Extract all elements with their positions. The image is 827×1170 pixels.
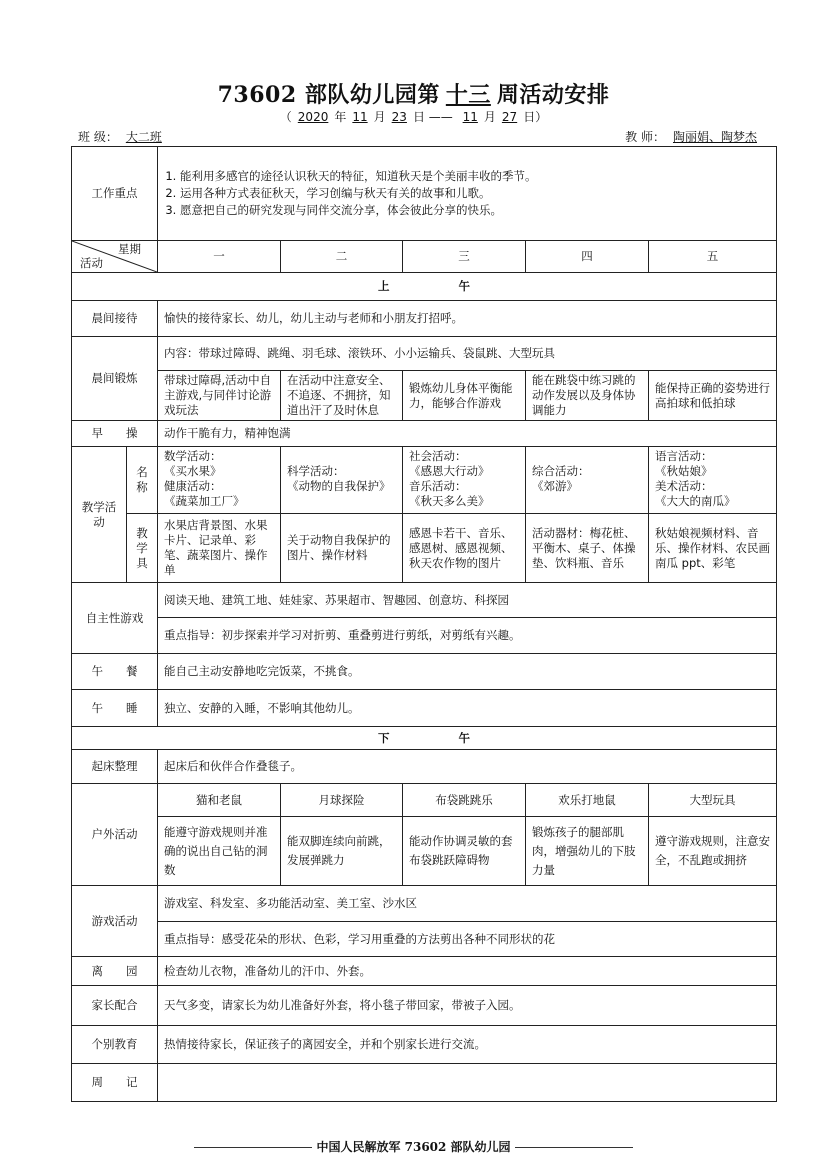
outdoor-goal-cell: 能双脚连续向前跳，发展弹跳力 <box>281 817 403 886</box>
outdoor-goal-cell: 遵守游戏规则，注意安全，不乱跑或拥挤 <box>649 817 777 886</box>
work-focus-row <box>72 147 777 241</box>
outdoor-label: 户外活动 <box>72 784 158 886</box>
weekday-header: 三 <box>403 241 526 273</box>
nap-row <box>72 690 777 727</box>
gym-label: 早 操 <box>72 421 158 447</box>
teaching-name-cell: 社会活动： 《感恩大行动》 音乐活动： 《秋天多么美》 <box>403 447 526 514</box>
date-open-paren: （ <box>279 110 292 124</box>
teaching-tools-cell: 水果店背景图、水果卡片、记录单、彩笔、蔬菜图片、操作单 <box>158 514 281 583</box>
reception-label: 晨间接待 <box>72 301 158 337</box>
exercise-day-cell: 在活动中注意安全、不追逐、不拥挤，知道出汗了及时休息 <box>281 371 403 421</box>
lunch-label: 午 餐 <box>72 654 158 690</box>
exercise-content-cell: 内容：带球过障碍、跳绳、羽毛球、滚铁环、小小运输兵、袋鼠跳、大型玩具 <box>158 337 777 371</box>
gym-row <box>72 421 777 447</box>
weekday-header: 四 <box>526 241 649 273</box>
date-dash: —— <box>428 110 453 124</box>
title-suffix: 周活动安排 <box>496 82 610 108</box>
game-focus-row <box>72 922 777 957</box>
teaching-name-cell: 科学活动： 《动物的自我保护》 <box>281 447 403 514</box>
class-label: 班 级： <box>78 130 118 144</box>
teaching-name-cell: 综合活动： 《郊游》 <box>526 447 649 514</box>
morning-section-label: 上 午 <box>72 273 777 301</box>
individual-label: 个别教育 <box>72 1026 158 1064</box>
weekly-note-cell <box>158 1064 777 1102</box>
free-play-areas-cell: 阅读天地、建筑工地、娃娃家、苏果超市、智趣园、创意坊、科探园 <box>158 583 777 618</box>
weekly-note-row <box>72 1064 777 1102</box>
free-play-label: 自主性游戏 <box>72 583 158 654</box>
teaching-tools-row <box>72 514 777 583</box>
wakeup-cell: 起床后和伙伴合作叠毯子。 <box>158 750 777 784</box>
work-focus-item: 3. 愿意把自己的研究发现与同伴交流分享，体会彼此分享的快乐。 <box>180 203 770 218</box>
date-start-month: 11 <box>352 110 368 124</box>
nap-label: 午 睡 <box>72 690 158 727</box>
date-year: 2020 <box>297 110 329 124</box>
exercise-day-cell: 锻炼幼儿身体平衡能力，能够合作游戏 <box>403 371 526 421</box>
individual-cell: 热情接待家长，保证孩子的离园安全，并和个别家长进行交流。 <box>158 1026 777 1064</box>
outdoor-names-row <box>72 784 777 817</box>
teaching-tools-cell: 秋姑娘视频材料、音乐、操作材料、农民画南瓜 ppt、彩笔 <box>649 514 777 583</box>
outdoor-game-name: 大型玩具 <box>649 784 777 817</box>
exercise-days-row <box>72 371 777 421</box>
work-focus-list <box>164 169 770 218</box>
exercise-day-cell: 能保持正确的姿势进行高拍球和低拍球 <box>649 371 777 421</box>
footer-rule-left <box>194 1147 312 1148</box>
work-focus-label: 工作重点 <box>72 147 158 241</box>
diagonal-activity-label: 活动 <box>80 256 103 270</box>
outdoor-goals-row <box>72 817 777 886</box>
weekday-header: 五 <box>649 241 777 273</box>
game-rooms-row <box>72 886 777 922</box>
weekday-header: 一 <box>158 241 281 273</box>
page-title <box>0 78 827 109</box>
game-rooms-cell: 游戏室、科发室、多功能活动室、美工室、沙水区 <box>158 886 777 922</box>
reception-cell: 愉快的接待家长、幼儿，幼儿主动与老师和小朋友打招呼。 <box>158 301 777 337</box>
wakeup-label: 起床整理 <box>72 750 158 784</box>
nap-cell: 独立、安静的入睡，不影响其他幼儿。 <box>158 690 777 727</box>
outdoor-game-name: 布袋跳跳乐 <box>403 784 526 817</box>
exercise-label: 晨间锻炼 <box>72 337 158 421</box>
work-focus-cell <box>158 147 777 241</box>
morning-section-row <box>72 273 777 301</box>
diagonal-header-cell <box>72 241 158 273</box>
afternoon-section-label: 下 午 <box>72 727 777 750</box>
outdoor-goal-cell: 能遵守游戏规则并准确的说出自己钻的洞数 <box>158 817 281 886</box>
teacher-value: 陶丽娟、陶梦杰 <box>672 130 757 144</box>
lunch-row <box>72 654 777 690</box>
weekday-header: 二 <box>281 241 403 273</box>
date-month-unit: 月 <box>483 110 496 124</box>
parents-row <box>72 986 777 1026</box>
footer-text: 中国人民解放军 73602 部队幼儿园 <box>316 1140 511 1154</box>
lunch-cell: 能自己主动安静地吃完饭菜，不挑食。 <box>158 654 777 690</box>
teaching-names-row <box>72 447 777 514</box>
teaching-name-label: 名称 <box>127 447 158 514</box>
free-play-focus-cell: 重点指导：初步探索并学习对折剪、重叠剪进行剪纸，对剪纸有兴趣。 <box>158 618 777 654</box>
outdoor-game-name: 月球探险 <box>281 784 403 817</box>
schedule-table <box>71 146 777 1102</box>
date-month-unit: 月 <box>373 110 386 124</box>
exercise-content-row <box>72 337 777 371</box>
teacher-info <box>625 128 769 145</box>
leave-row <box>72 957 777 986</box>
outdoor-game-name: 欢乐打地鼠 <box>526 784 649 817</box>
date-range <box>0 108 827 125</box>
exercise-day-cell: 能在跳袋中练习跳的动作发展以及身体协调能力 <box>526 371 649 421</box>
outdoor-goal-cell: 能动作协调灵敏的套布袋跳跃障碍物 <box>403 817 526 886</box>
work-focus-item: 1. 能利用多感官的途径认识秋天的特征，知道秋天是个美丽丰收的季节。 <box>180 169 770 184</box>
free-play-focus-row <box>72 618 777 654</box>
title-prefix: 73602 部队幼儿园第 <box>217 82 440 108</box>
outdoor-game-name: 猫和老鼠 <box>158 784 281 817</box>
reception-row <box>72 301 777 337</box>
parents-label: 家长配合 <box>72 986 158 1026</box>
date-end-month: 11 <box>462 110 478 124</box>
teaching-tools-cell: 关于动物自我保护的图片、操作材料 <box>281 514 403 583</box>
page-footer <box>0 1138 827 1155</box>
weekly-note-label: 周 记 <box>72 1064 158 1102</box>
teaching-label: 教学活动 <box>72 447 127 583</box>
teaching-name-cell: 数学活动： 《买水果》 健康活动： 《蔬菜加工厂》 <box>158 447 281 514</box>
gym-cell: 动作干脆有力，精神饱满 <box>158 421 777 447</box>
leave-label: 离 园 <box>72 957 158 986</box>
date-day-unit: 日 <box>412 110 425 124</box>
parents-cell: 天气多变，请家长为幼儿准备好外套，将小毯子带回家，带被子入园。 <box>158 986 777 1026</box>
game-focus-cell: 重点指导：感受花朵的形状、色彩，学习用重叠的方法剪出各种不同形状的花 <box>158 922 777 957</box>
weekday-header-row <box>72 241 777 273</box>
teaching-tools-label: 教学具 <box>127 514 158 583</box>
footer-rule-right <box>515 1147 633 1148</box>
date-day-unit-close: 日） <box>523 110 548 124</box>
work-focus-item: 2. 运用各种方式表征秋天，学习创编与秋天有关的故事和儿歌。 <box>180 186 770 201</box>
teacher-label: 教 师： <box>625 130 665 144</box>
class-info <box>78 128 174 145</box>
date-start-day: 23 <box>391 110 407 124</box>
teaching-tools-cell: 感恩卡若干、音乐、感恩树、感恩视频、秋天农作物的图片 <box>403 514 526 583</box>
date-year-unit: 年 <box>334 110 347 124</box>
wakeup-row <box>72 750 777 784</box>
afternoon-section-row <box>72 727 777 750</box>
exercise-day-cell: 带球过障碍,活动中自主游戏,与同伴讨论游戏玩法 <box>158 371 281 421</box>
leave-cell: 检查幼儿衣物，准备幼儿的汗巾、外套。 <box>158 957 777 986</box>
individual-row <box>72 1026 777 1064</box>
diagonal-weekday-label: 星期 <box>118 242 141 256</box>
title-week-number: 十三 <box>445 82 491 108</box>
date-end-day: 27 <box>501 110 518 124</box>
teaching-tools-cell: 活动器材：梅花桩、平衡木、桌子、体操垫、饮料瓶、音乐 <box>526 514 649 583</box>
game-label: 游戏活动 <box>72 886 158 957</box>
teaching-name-cell: 语言活动： 《秋姑娘》 美术活动： 《大大的南瓜》 <box>649 447 777 514</box>
class-value: 大二班 <box>125 130 162 144</box>
outdoor-goal-cell: 锻炼孩子的腿部肌肉，增强幼儿的下肢力量 <box>526 817 649 886</box>
free-play-areas-row <box>72 583 777 618</box>
